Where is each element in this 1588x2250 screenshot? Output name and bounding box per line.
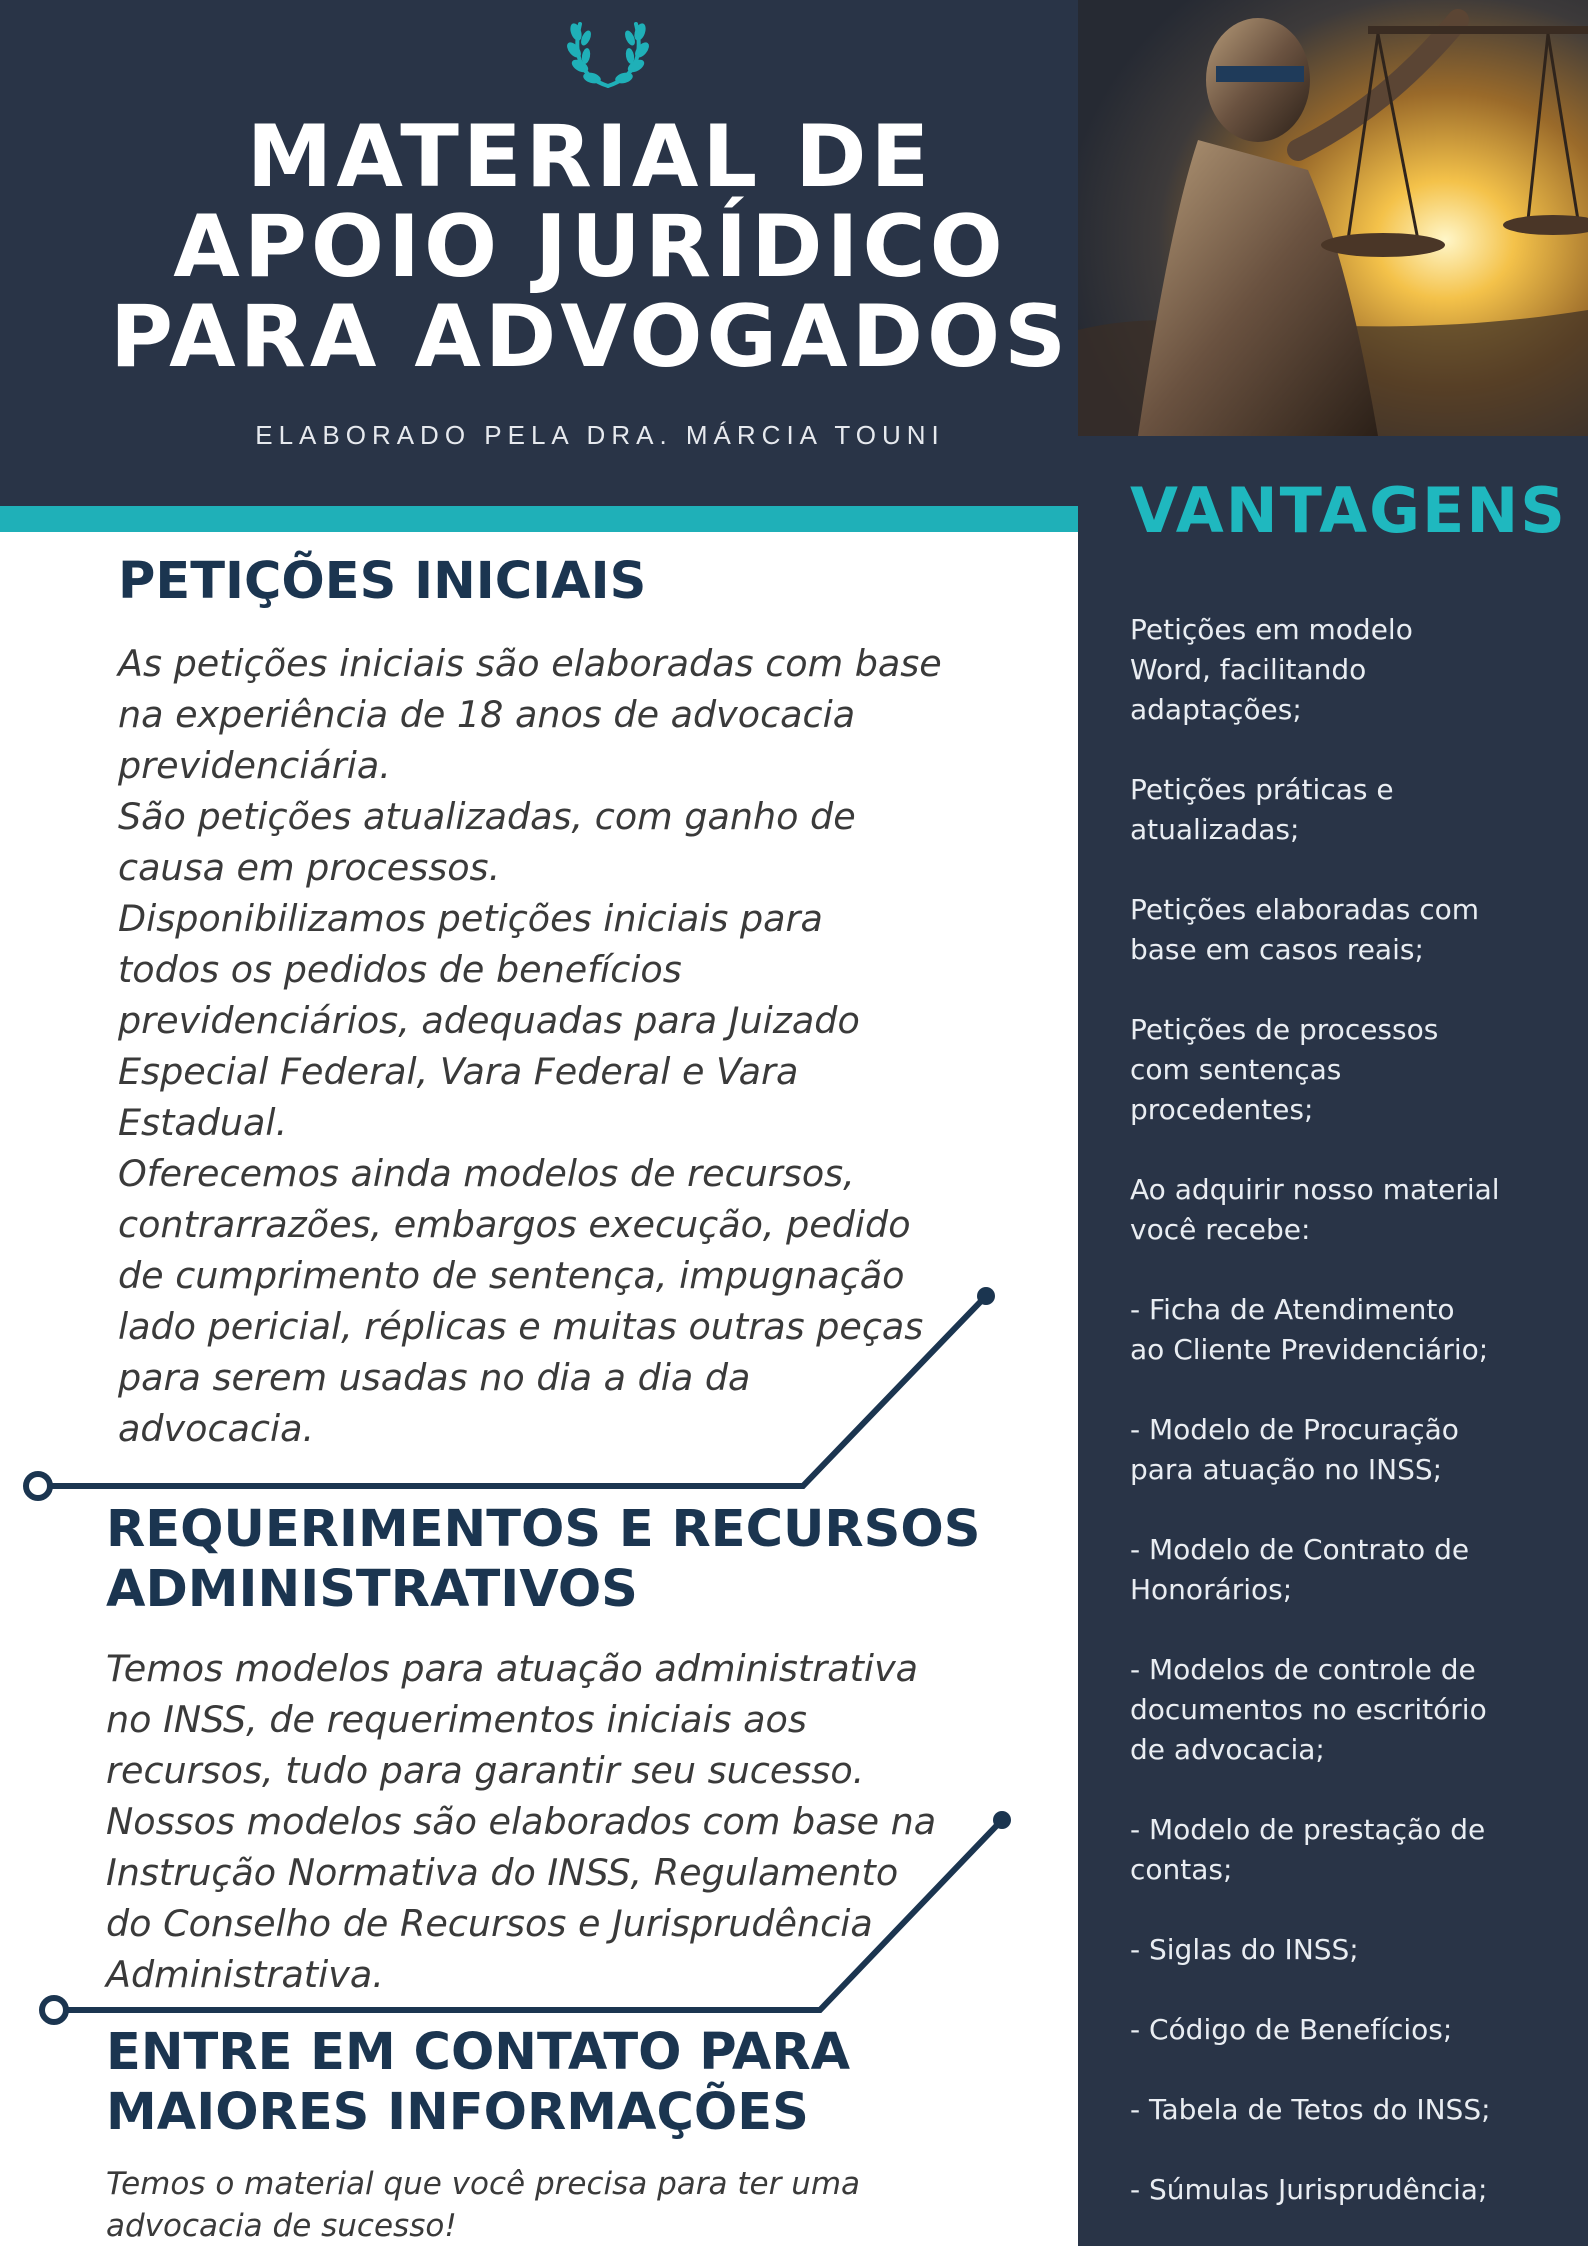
list-item: Petições elaboradas com base em casos reais; [1130,893,1480,966]
header-accent-bar [0,506,1078,532]
section-body-requerimentos: Temos modelos para atuação administrativa no INSS, de requerimentos iniciais aos recursos, tudo para garantir seu sucesso. Nossos modelos são elaborados com base na Instrução Normativa do INSS, Regulamento do Conselho de Recursos e Jurisprudência Administrativa. [106,1647,937,1996]
list-item: Ao adquirir nosso material você recebe: [1130,1173,1500,1246]
list-item: - Ficha de Atendimento ao Cliente Previdenciário; [1130,1293,1489,1366]
connector-node [26,1474,50,1498]
list-item: - Modelo de prestação de contas; [1130,1813,1486,1886]
list-item: - Código de Benefícios; [1130,2013,1453,2046]
list-item: - Modelo de Contrato de Honorários; [1130,1533,1470,1606]
list-item: - Siglas do INSS; [1130,1933,1359,1966]
section-body-contato: Temos o material que você precisa para ter uma advocacia de sucesso! [106,2166,861,2244]
list-item: - Modelos de controle de documentos no escritório de advocacia; [1130,1653,1487,1766]
connector-node [42,1998,66,2022]
laurel-wreath-icon [564,8,652,92]
author-subtitle: ELABORADO PELA DRA. MÁRCIA TOUNI [255,420,945,450]
section-title-peticoes: PETIÇÕES INICIAIS [118,552,647,611]
list-item: Petições em modelo Word, facilitando adaptações; [1130,613,1413,726]
advantages-list [1130,610,1550,2250]
list-item: Petições de processos com sentenças procedentes; [1130,1013,1439,1126]
lady-justice-statue-photo [1078,0,1588,436]
advantages-title: VANTAGENS [1130,474,1567,547]
list-item: - Modelo de Procuração para atuação no INSS; [1130,1413,1459,1486]
section-title-contato: ENTRE EM CONTATO PARA MAIORES INFORMAÇÕES [106,2023,851,2142]
page-title: MATERIAL DE APOIO JURÍDICO PARA ADVOGADOS [109,107,1071,387]
list-item: - Súmulas Jurisprudência; [1130,2173,1488,2206]
section-title-requerimentos: REQUERIMENTOS E RECURSOS ADMINISTRATIVOS [106,1500,981,1619]
list-item: Petições práticas e atualizadas; [1130,773,1394,846]
list-item: - Tabela de Tetos do INSS; [1130,2093,1491,2126]
section-body-peticoes: As petições iniciais são elaboradas com base na experiência de 18 anos de advocacia previdenciária. São petições atualizadas, com ganho de causa em processos. Disponibilizamos petições iniciais para todos os pedidos de benefícios previdenciários, adequadas para Juizado Especial Federal, Vara Federal e Vara Estadual. Oferecemos ainda modelos de recursos, contrarrazões, embargos execução, pedido de cumprimento de sentença, impugnação lado pericial, réplicas e muitas outras peças para serem usadas no dia a dia da advocacia. [118,642,942,1450]
